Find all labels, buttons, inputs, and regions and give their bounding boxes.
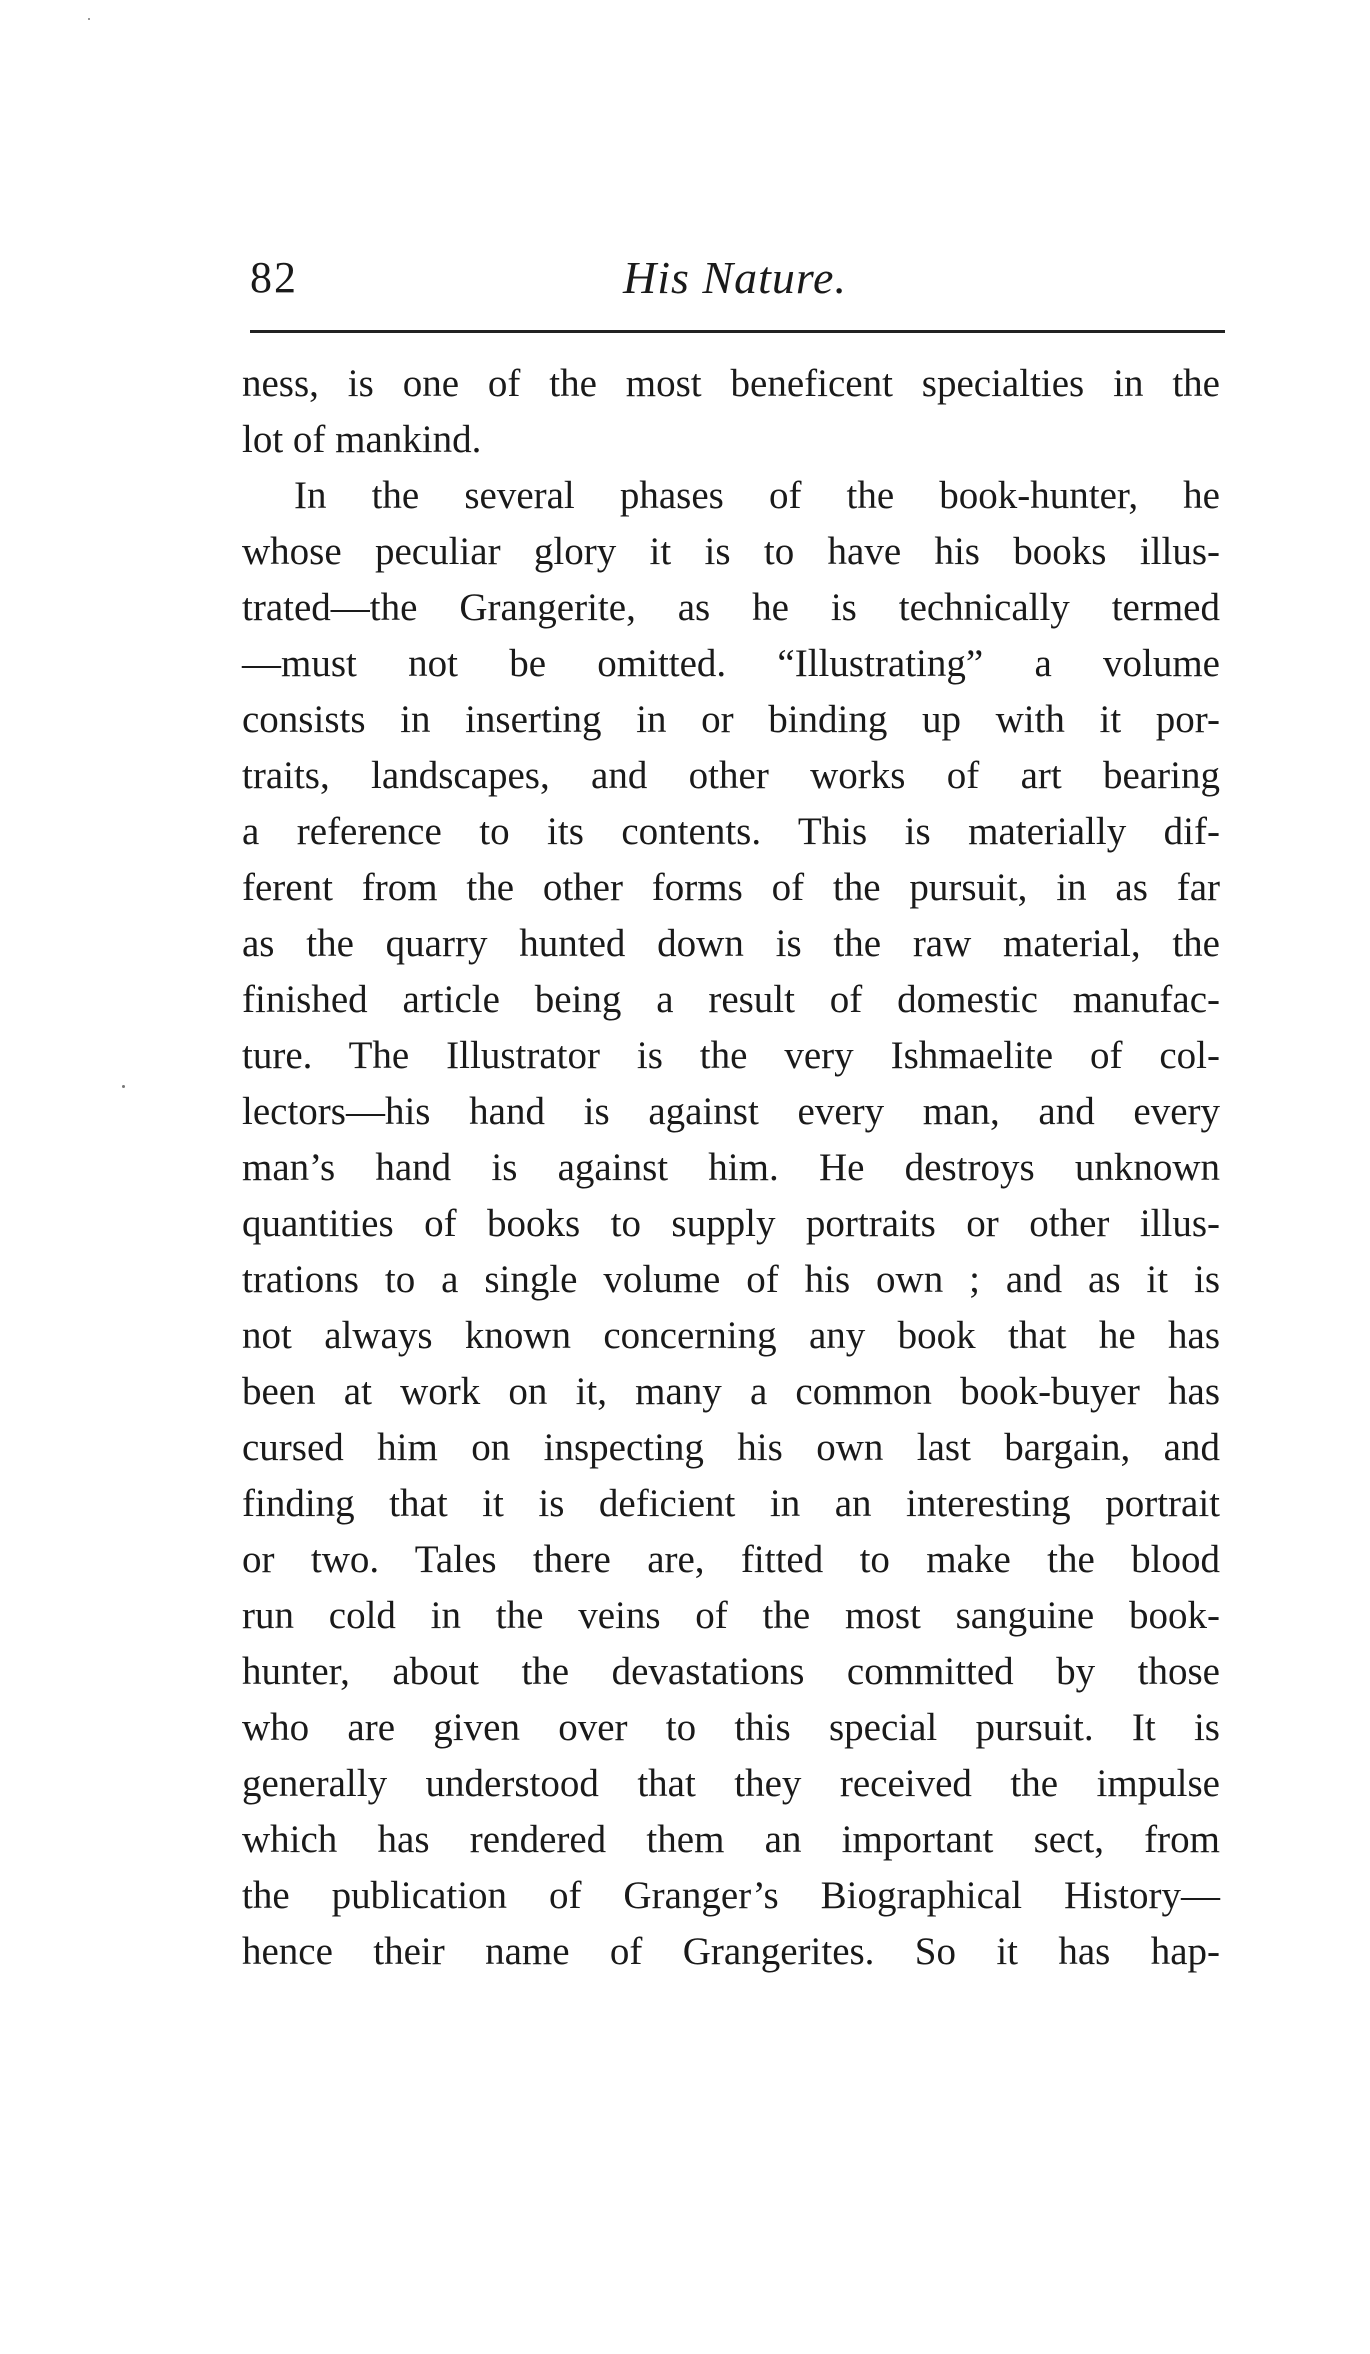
paragraph <box>242 468 1220 1980</box>
text-line: finished article being a result of domestic manufac- <box>242 978 1220 1021</box>
text-line: consists in inserting in or binding up with it por- <box>242 698 1220 741</box>
text-line: who are given over to this special pursuit. It is <box>242 1706 1220 1749</box>
header-rule <box>250 330 1225 333</box>
text-line: In the several phases of the book-hunter, he <box>294 474 1220 517</box>
text-line: —must not be omitted. “Illustrating” a volume <box>242 642 1220 685</box>
text-line: a reference to its contents. This is materially dif- <box>242 810 1220 853</box>
page-speck <box>88 18 90 20</box>
text-line: ferent from the other forms of the pursuit, in as far <box>242 866 1220 909</box>
text-line: whose peculiar glory it is to have his books illus- <box>242 530 1220 573</box>
text-line: man’s hand is against him. He destroys unknown <box>242 1146 1220 1189</box>
text-line: run cold in the veins of the most sanguine book- <box>242 1594 1220 1637</box>
text-line: hunter, about the devastations committed by those <box>242 1650 1220 1693</box>
text-line: the publication of Granger’s Biographical History— <box>242 1874 1220 1917</box>
text-line: as the quarry hunted down is the raw material, the <box>242 922 1220 965</box>
text-line: trated—the Grangerite, as he is technically termed <box>242 586 1220 629</box>
text-line: trations to a single volume of his own ; and as it is <box>242 1258 1220 1301</box>
text-line: ture. The Illustrator is the very Ishmaelite of col- <box>242 1034 1220 1077</box>
text-line: cursed him on inspecting his own last bargain, and <box>242 1426 1220 1469</box>
page-speck <box>122 1085 125 1088</box>
text-line: or two. Tales there are, fitted to make the blood <box>242 1538 1220 1581</box>
text-line: which has rendered them an important sect, from <box>242 1818 1220 1861</box>
text-line: generally understood that they received the impulse <box>242 1762 1220 1805</box>
text-line: been at work on it, many a common book-buyer has <box>242 1370 1220 1413</box>
body-text <box>242 356 1220 1980</box>
page-number: 82 <box>250 253 298 302</box>
running-head <box>250 238 1220 318</box>
text-line: finding that it is deficient in an interesting portrait <box>242 1482 1220 1525</box>
text-line: quantities of books to supply portraits or other illus- <box>242 1202 1220 1245</box>
text-line: hence their name of Grangerites. So it has hap- <box>242 1930 1220 1973</box>
paragraph <box>242 356 1220 468</box>
text-line: lectors—his hand is against every man, and every <box>242 1090 1220 1133</box>
text-line: traits, landscapes, and other works of art bearing <box>242 754 1220 797</box>
text-line: ness, is one of the most beneficent specialties in the <box>242 362 1220 405</box>
text-line: lot of mankind. <box>242 418 482 461</box>
text-line: not always known concerning any book that he has <box>242 1314 1220 1357</box>
page-title: His Nature. <box>623 252 847 303</box>
